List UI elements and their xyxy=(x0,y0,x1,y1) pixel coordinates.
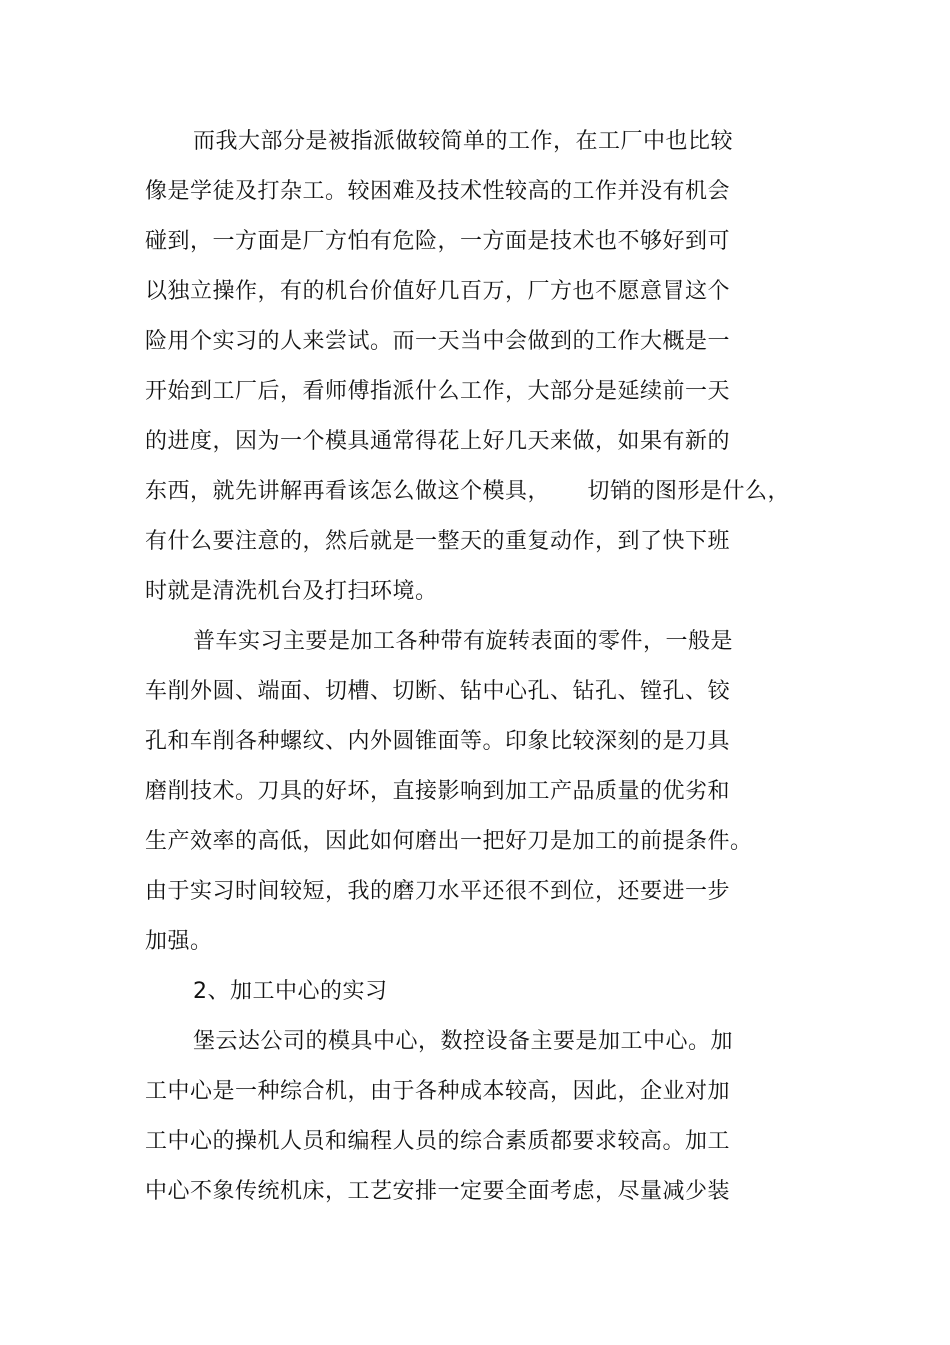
paragraph-line: 时就是清洗机台及打扫环境。 xyxy=(145,579,438,604)
paragraph-line: 像是学徒及打杂工。较困难及技术性较高的工作并没有机会 xyxy=(145,179,731,204)
paragraph-line: 堡云达公司的模具中心，数控设备主要是加工中心。加 xyxy=(193,1029,734,1054)
paragraph-line: 东西，就先讲解再看该怎么做这个模具， 切销的图形是什么， xyxy=(145,479,790,504)
paragraph-line: 工中心的操机人员和编程人员的综合素质都要求较高。加工 xyxy=(145,1129,731,1154)
paragraph-line: 开始到工厂后，看师傅指派什么工作，大部分是延续前一天 xyxy=(145,379,731,404)
paragraph-line: 磨削技术。刀具的好坏，直接影响到加工产品质量的优劣和 xyxy=(145,779,731,804)
section-heading: 2、加工中心的实习 xyxy=(193,979,388,1004)
paragraph-line: 而我大部分是被指派做较简单的工作，在工厂中也比较 xyxy=(193,129,734,154)
paragraph-line: 以独立操作，有的机台价值好几百万，厂方也不愿意冒这个 xyxy=(145,279,731,304)
paragraph-line: 车削外圆、端面、切槽、切断、钻中心孔、钻孔、镗孔、铰 xyxy=(145,679,731,704)
paragraph-line: 普车实习主要是加工各种带有旋转表面的零件，一般是 xyxy=(193,629,734,654)
paragraph-line: 工中心是一种综合机，由于各种成本较高，因此，企业对加 xyxy=(145,1079,731,1104)
paragraph-line: 的进度，因为一个模具通常得花上好几天来做，如果有新的 xyxy=(145,429,731,454)
paragraph-line: 险用个实习的人来尝试。而一天当中会做到的工作大概是一 xyxy=(145,329,731,354)
paragraph-line: 孔和车削各种螺纹、内外圆锥面等。印象比较深刻的是刀具 xyxy=(145,729,731,754)
paragraph-line: 由于实习时间较短，我的磨刀水平还很不到位，还要进一步 xyxy=(145,879,731,904)
paragraph-line: 碰到，一方面是厂方怕有危险，一方面是技术也不够好到可 xyxy=(145,229,731,254)
paragraph-line: 有什么要注意的，然后就是一整天的重复动作，到了快下班 xyxy=(145,529,731,554)
paragraph-line: 生产效率的高低，因此如何磨出一把好刀是加工的前提条件。 xyxy=(145,829,753,854)
paragraph-line: 中心不象传统机床，工艺安排一定要全面考虑，尽量减少装 xyxy=(145,1179,731,1204)
paragraph-line: 加强。 xyxy=(145,929,213,954)
